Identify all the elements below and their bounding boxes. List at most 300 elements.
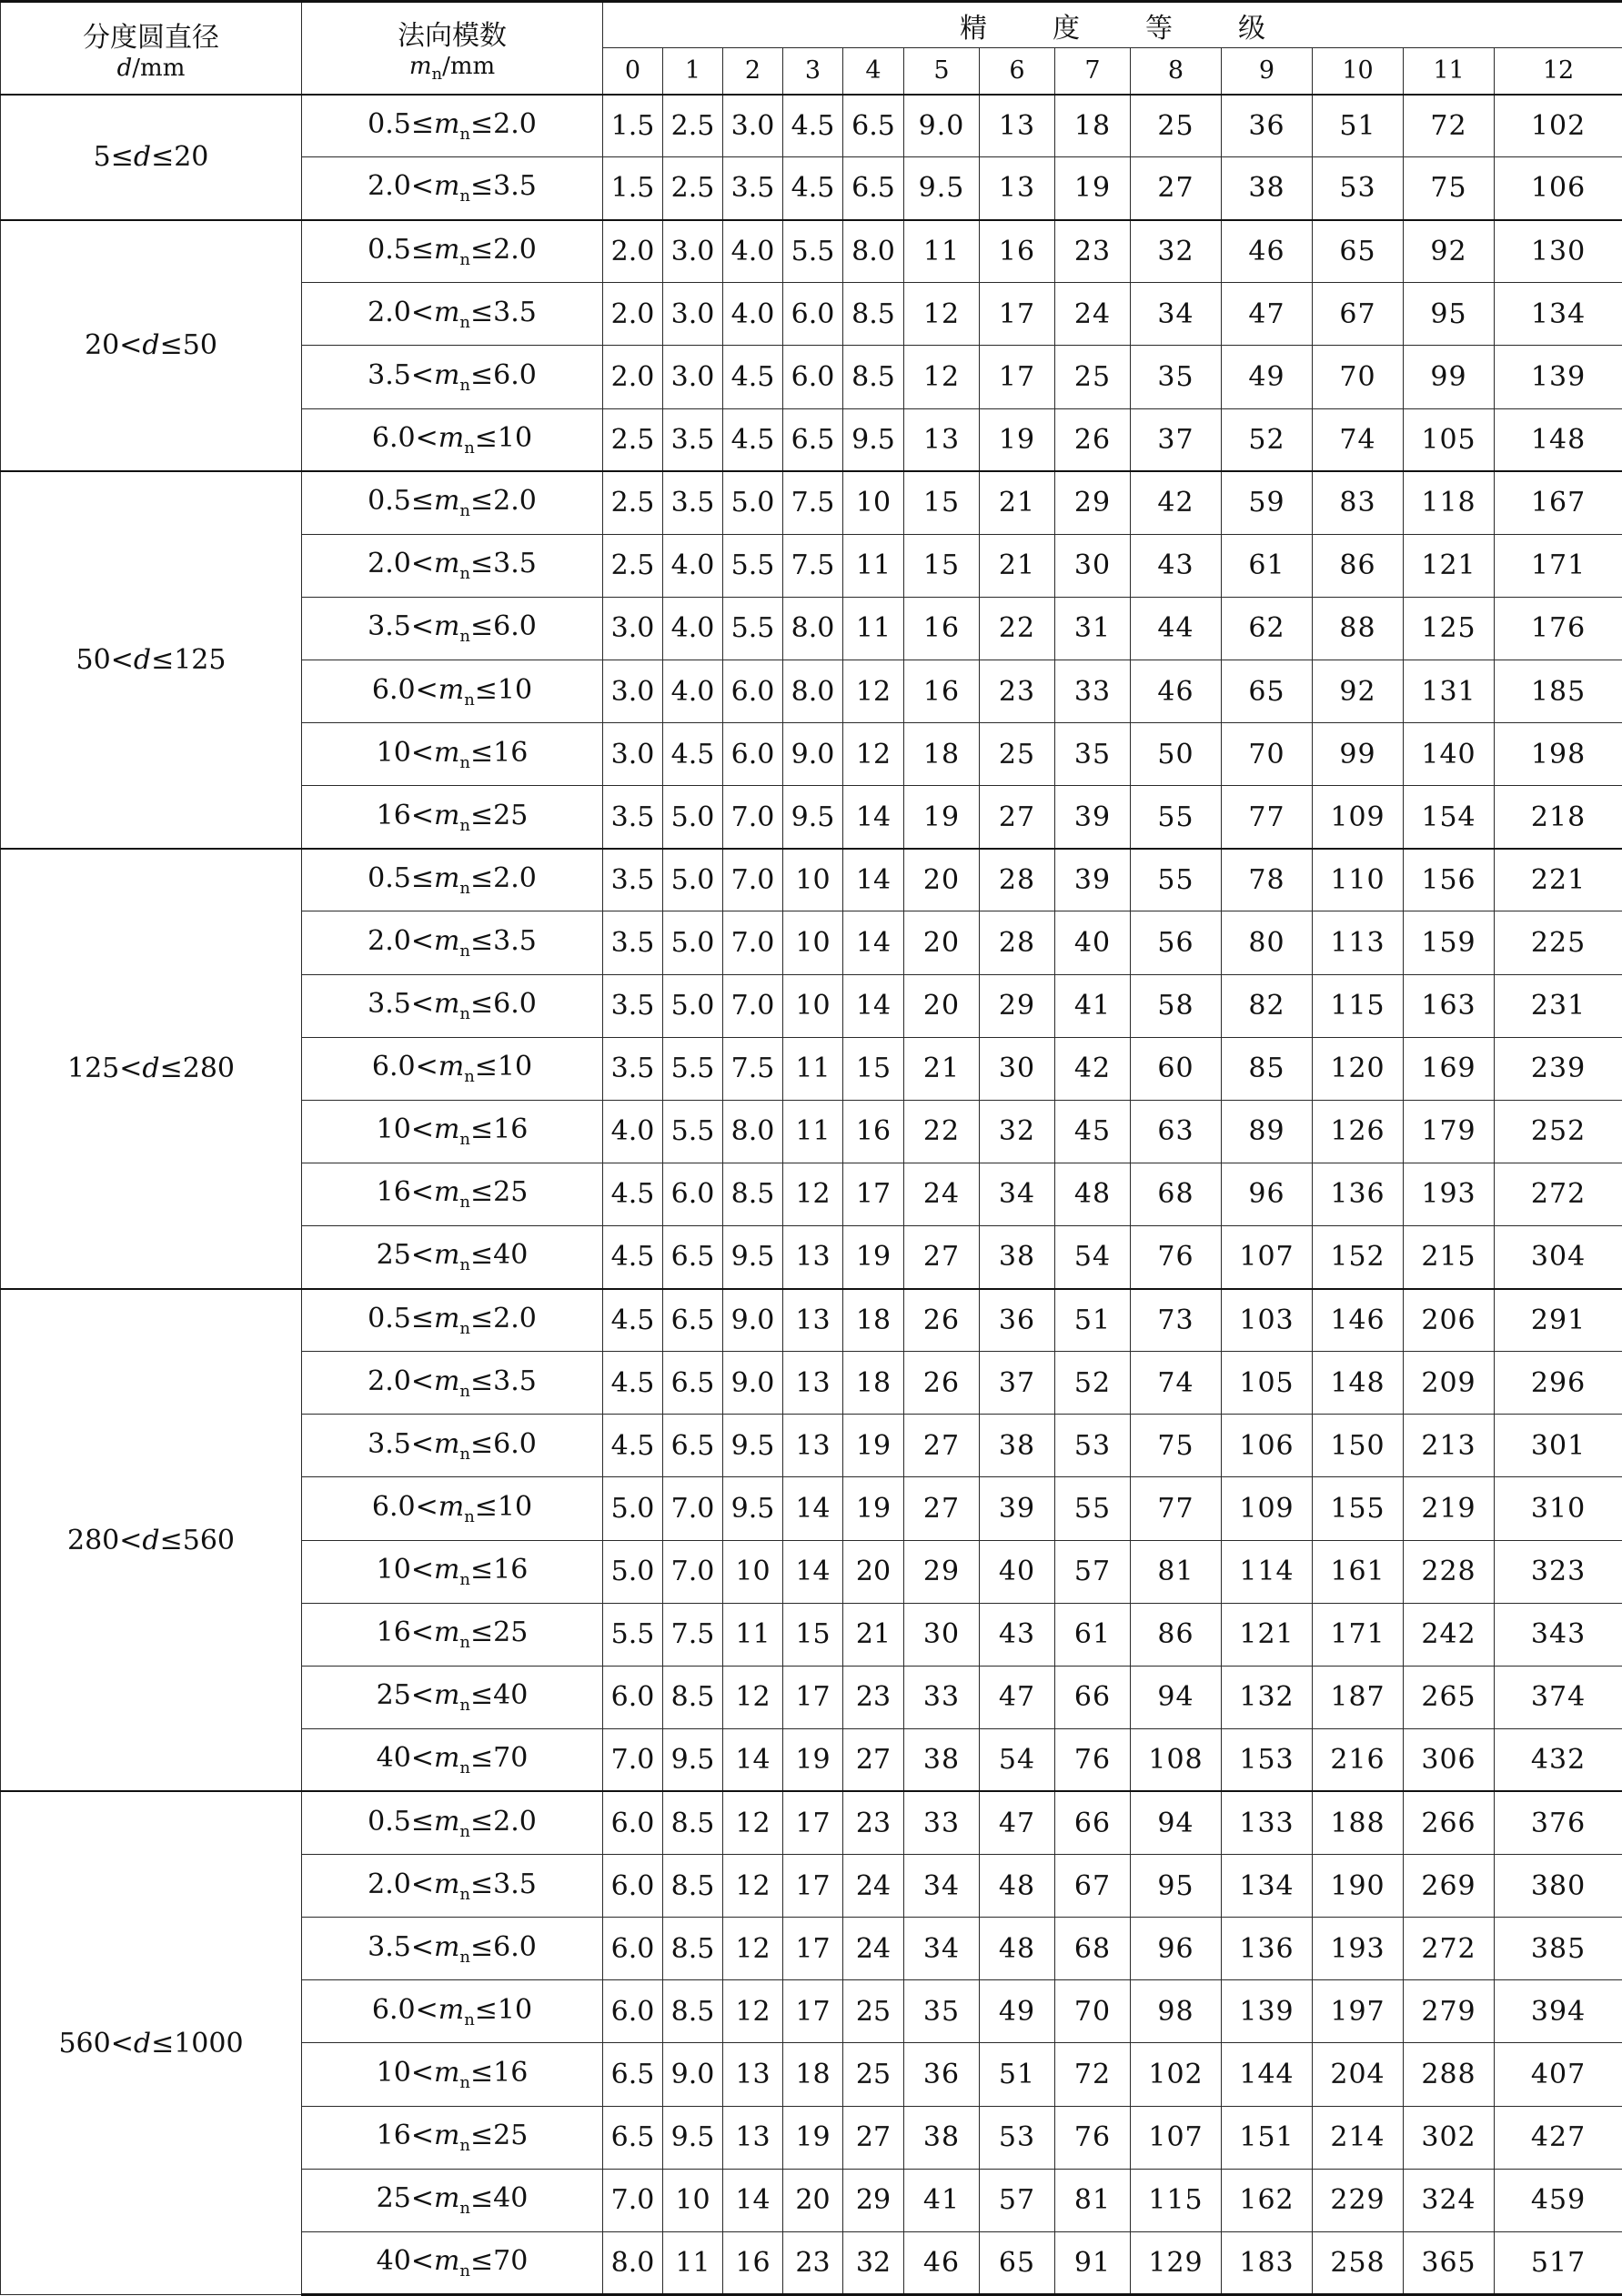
tolerance-value-cell: 67: [1313, 283, 1404, 346]
tolerance-value-cell: 82: [1222, 974, 1313, 1037]
tolerance-value-cell: 27: [843, 2106, 904, 2169]
tolerance-value-cell: 3.5: [603, 974, 663, 1037]
tolerance-value-cell: 43: [1131, 534, 1222, 597]
tolerance-value-cell: 18: [783, 2043, 843, 2106]
tolerance-value-cell: 1.5: [603, 157, 663, 220]
tolerance-value-cell: 239: [1495, 1037, 1622, 1100]
table-row: [1, 220, 1622, 283]
tolerance-value-cell: 89: [1222, 1100, 1313, 1163]
modulus-range-cell: $2.0<m_n\le 3.5$: [302, 157, 603, 220]
tolerance-value-cell: 252: [1495, 1100, 1622, 1163]
tolerance-value-cell: 6.0: [783, 283, 843, 346]
modulus-range-cell: $0.5\le m_n\le 2.0$: [302, 471, 603, 534]
tolerance-value-cell: 4.0: [663, 534, 723, 597]
tolerance-value-cell: 21: [904, 1037, 980, 1100]
tolerance-value-cell: 4.5: [603, 1415, 663, 1477]
tolerance-value-cell: 3.5: [603, 849, 663, 911]
tolerance-value-cell: 17: [980, 283, 1055, 346]
tolerance-value-cell: 193: [1404, 1163, 1495, 1225]
diameter-range-cell: 5≤d≤20: [1, 95, 302, 220]
tolerance-value-cell: 304: [1495, 1225, 1622, 1288]
tolerance-value-cell: 12: [904, 283, 980, 346]
tolerance-value-cell: 6.5: [603, 2043, 663, 2106]
tolerance-value-cell: 3.0: [603, 660, 663, 722]
tolerance-value-cell: 242: [1404, 1603, 1495, 1666]
tolerance-value-cell: 25: [843, 2043, 904, 2106]
tolerance-value-cell: 258: [1313, 2231, 1404, 2294]
tolerance-value-cell: 10: [843, 471, 904, 534]
tolerance-value-cell: 8.5: [663, 1918, 723, 1980]
tolerance-value-cell: 62: [1222, 597, 1313, 660]
tolerance-value-cell: 65: [980, 2231, 1055, 2294]
tolerance-value-cell: 50: [1131, 723, 1222, 786]
tolerance-value-cell: 53: [1313, 157, 1404, 220]
tolerance-value-cell: 99: [1313, 723, 1404, 786]
tolerance-value-cell: 17: [783, 1918, 843, 1980]
tolerance-value-cell: 7.5: [663, 1603, 723, 1666]
tolerance-value-cell: 4.5: [723, 408, 783, 471]
tolerance-value-cell: 54: [980, 1728, 1055, 1791]
table-row: [1, 471, 1622, 534]
tolerance-value-cell: 3.0: [723, 95, 783, 157]
tolerance-value-cell: 92: [1313, 660, 1404, 722]
tolerance-value-cell: 20: [904, 849, 980, 911]
tolerance-value-cell: 8.5: [663, 1791, 723, 1854]
modulus-range-cell: $10<m_n\le 16$: [302, 2043, 603, 2106]
tolerance-value-cell: 6.0: [783, 346, 843, 408]
tolerance-value-cell: 6.0: [603, 1980, 663, 2043]
tolerance-value-cell: 1.5: [603, 95, 663, 157]
tolerance-value-cell: 19: [783, 2106, 843, 2169]
tolerance-value-cell: 16: [904, 597, 980, 660]
grade-number: 3: [783, 48, 843, 95]
tolerance-value-cell: 3.0: [603, 723, 663, 786]
tolerance-value-cell: 9.5: [663, 1728, 723, 1791]
tolerance-value-cell: 63: [1131, 1100, 1222, 1163]
tolerance-value-cell: 9.0: [904, 95, 980, 157]
tolerance-value-cell: 139: [1222, 1980, 1313, 2043]
tolerance-value-cell: 5.0: [603, 1540, 663, 1603]
tolerance-value-cell: 38: [904, 2106, 980, 2169]
tolerance-value-cell: 17: [783, 1980, 843, 2043]
diameter-range-cell: 20<d≤50: [1, 220, 302, 471]
tolerance-value-cell: 2.5: [663, 95, 723, 157]
grade-number: 12: [1495, 48, 1622, 95]
tolerance-value-cell: 9.0: [783, 723, 843, 786]
tolerance-value-cell: 23: [783, 2231, 843, 2294]
tolerance-value-cell: 22: [980, 597, 1055, 660]
tolerance-value-cell: 113: [1313, 911, 1404, 974]
tolerance-value-cell: 114: [1222, 1540, 1313, 1603]
tolerance-value-cell: 19: [783, 1728, 843, 1791]
tolerance-value-cell: 5.5: [603, 1603, 663, 1666]
tolerance-value-cell: 26: [1055, 408, 1131, 471]
tolerance-value-cell: 12: [843, 660, 904, 722]
tolerance-value-cell: 8.0: [843, 220, 904, 283]
tolerance-value-cell: 6.5: [663, 1415, 723, 1477]
modulus-header-unit: $m_n/mm$: [302, 53, 602, 84]
modulus-range-cell: $6.0<m_n\le 10$: [302, 1037, 603, 1100]
tolerance-value-cell: 14: [843, 849, 904, 911]
tolerance-value-cell: 13: [904, 408, 980, 471]
tolerance-value-cell: 121: [1404, 534, 1495, 597]
tolerance-value-cell: 83: [1313, 471, 1404, 534]
tolerance-value-cell: 5.0: [663, 786, 723, 849]
grade-number: 11: [1404, 48, 1495, 95]
tolerance-value-cell: 107: [1222, 1225, 1313, 1288]
grade-number: 7: [1055, 48, 1131, 95]
tolerance-value-cell: 9.5: [723, 1225, 783, 1288]
tolerance-value-cell: 2.0: [603, 220, 663, 283]
diameter-header: [1, 2, 302, 95]
tolerance-value-cell: 17: [783, 1855, 843, 1918]
tolerance-value-cell: 187: [1313, 1666, 1404, 1728]
tolerance-value-cell: 6.5: [843, 157, 904, 220]
grade-number: 6: [980, 48, 1055, 95]
modulus-range-cell: $10<m_n\le 16$: [302, 1540, 603, 1603]
tolerance-value-cell: 134: [1222, 1855, 1313, 1918]
tolerance-value-cell: 108: [1131, 1728, 1222, 1791]
tolerance-value-cell: 115: [1131, 2169, 1222, 2231]
tolerance-value-cell: 20: [904, 974, 980, 1037]
tolerance-value-cell: 2.0: [603, 346, 663, 408]
tolerance-value-cell: 394: [1495, 1980, 1622, 2043]
tolerance-value-cell: 105: [1222, 1352, 1313, 1415]
tolerance-value-cell: 228: [1404, 1540, 1495, 1603]
tolerance-value-cell: 183: [1222, 2231, 1313, 2294]
tolerance-value-cell: 45: [1055, 1100, 1131, 1163]
tolerance-value-cell: 38: [904, 1728, 980, 1791]
tolerance-value-cell: 151: [1222, 2106, 1313, 2169]
tolerance-value-cell: 61: [1055, 1603, 1131, 1666]
tolerance-value-cell: 105: [1404, 408, 1495, 471]
tolerance-value-cell: 14: [723, 2169, 783, 2231]
tolerance-value-cell: 324: [1404, 2169, 1495, 2231]
tolerance-value-cell: 43: [980, 1603, 1055, 1666]
tolerance-value-cell: 76: [1055, 2106, 1131, 2169]
tolerance-value-cell: 54: [1055, 1225, 1131, 1288]
tolerance-value-cell: 10: [723, 1540, 783, 1603]
tolerance-value-cell: 231: [1495, 974, 1622, 1037]
tolerance-value-cell: 68: [1131, 1163, 1222, 1225]
tolerance-value-cell: 9.5: [723, 1415, 783, 1477]
tolerance-value-cell: 14: [843, 974, 904, 1037]
grade-number: 10: [1313, 48, 1404, 95]
tolerance-value-cell: 47: [980, 1791, 1055, 1854]
tolerance-value-cell: 2.5: [603, 408, 663, 471]
tolerance-value-cell: 102: [1131, 2043, 1222, 2106]
tolerance-value-cell: 8.5: [663, 1666, 723, 1728]
tolerance-value-cell: 37: [1131, 408, 1222, 471]
tolerance-value-cell: 29: [843, 2169, 904, 2231]
tolerance-value-cell: 5.5: [783, 220, 843, 283]
tolerance-value-cell: 7.0: [603, 1728, 663, 1791]
tolerance-value-cell: 109: [1313, 786, 1404, 849]
tolerance-value-cell: 7.0: [663, 1477, 723, 1540]
tolerance-value-cell: 12: [723, 1855, 783, 1918]
tolerance-value-cell: 296: [1495, 1352, 1622, 1415]
tolerance-value-cell: 59: [1222, 471, 1313, 534]
tolerance-value-cell: 154: [1404, 786, 1495, 849]
tolerance-value-cell: 74: [1313, 408, 1404, 471]
tolerance-value-cell: 34: [1131, 283, 1222, 346]
tolerance-value-cell: 32: [1131, 220, 1222, 283]
modulus-range-cell: $3.5<m_n\le 6.0$: [302, 974, 603, 1037]
tolerance-value-cell: 11: [783, 1037, 843, 1100]
tolerance-value-cell: 125: [1404, 597, 1495, 660]
tolerance-value-cell: 16: [723, 2231, 783, 2294]
tolerance-value-cell: 206: [1404, 1289, 1495, 1352]
tolerance-value-cell: 150: [1313, 1415, 1404, 1477]
tolerance-value-cell: 3.5: [603, 911, 663, 974]
tolerance-value-cell: 9.5: [783, 786, 843, 849]
tolerance-value-cell: 77: [1222, 786, 1313, 849]
tolerance-value-cell: 209: [1404, 1352, 1495, 1415]
tolerance-value-cell: 4.0: [663, 660, 723, 722]
tolerance-value-cell: 53: [980, 2106, 1055, 2169]
tolerance-value-cell: 7.0: [723, 786, 783, 849]
tolerance-value-cell: 13: [980, 157, 1055, 220]
tolerance-value-cell: 134: [1495, 283, 1622, 346]
table-row: [1, 1289, 1622, 1352]
tolerance-value-cell: 3.5: [603, 786, 663, 849]
tolerance-value-cell: 153: [1222, 1728, 1313, 1791]
tolerance-value-cell: 24: [904, 1163, 980, 1225]
tolerance-value-cell: 14: [723, 1728, 783, 1791]
tolerance-value-cell: 47: [1222, 283, 1313, 346]
tolerance-value-cell: 459: [1495, 2169, 1622, 2231]
tolerance-value-cell: 167: [1495, 471, 1622, 534]
tolerance-value-cell: 8.0: [603, 2231, 663, 2294]
tolerance-value-cell: 148: [1495, 408, 1622, 471]
tolerance-value-cell: 7.0: [723, 911, 783, 974]
tolerance-value-cell: 15: [783, 1603, 843, 1666]
tolerance-value-cell: 13: [783, 1289, 843, 1352]
tolerance-value-cell: 9.0: [663, 2043, 723, 2106]
tolerance-value-cell: 11: [843, 597, 904, 660]
tolerance-value-cell: 3.5: [663, 408, 723, 471]
tolerance-value-cell: 13: [723, 2106, 783, 2169]
tolerance-value-cell: 15: [904, 534, 980, 597]
modulus-range-cell: $40<m_n\le 70$: [302, 1728, 603, 1791]
grade-header: 精 度 等 级: [603, 2, 1622, 48]
tolerance-value-cell: 266: [1404, 1791, 1495, 1854]
tolerance-value-cell: 6.0: [723, 660, 783, 722]
tolerance-value-cell: 30: [1055, 534, 1131, 597]
tolerance-value-cell: 407: [1495, 2043, 1622, 2106]
tolerance-value-cell: 72: [1055, 2043, 1131, 2106]
tolerance-value-cell: 99: [1404, 346, 1495, 408]
tolerance-value-cell: 139: [1495, 346, 1622, 408]
tolerance-value-cell: 11: [843, 534, 904, 597]
tolerance-value-cell: 7.0: [723, 974, 783, 1037]
tolerance-value-cell: 12: [723, 1791, 783, 1854]
tolerance-value-cell: 29: [980, 974, 1055, 1037]
tolerance-value-cell: 12: [904, 346, 980, 408]
tolerance-value-cell: 5.0: [663, 911, 723, 974]
tolerance-value-cell: 374: [1495, 1666, 1622, 1728]
tolerance-value-cell: 229: [1313, 2169, 1404, 2231]
tolerance-value-cell: 38: [980, 1225, 1055, 1288]
tolerance-value-cell: 19: [843, 1415, 904, 1477]
grade-number: 0: [603, 48, 663, 95]
tolerance-value-cell: 51: [1313, 95, 1404, 157]
tolerance-value-cell: 70: [1313, 346, 1404, 408]
diameter-header-unit: d/mm: [1, 55, 301, 82]
tolerance-value-cell: 12: [723, 1980, 783, 2043]
tolerance-value-cell: 4.5: [783, 95, 843, 157]
grade-number: 9: [1222, 48, 1313, 95]
modulus-range-cell: $16<m_n\le 25$: [302, 1163, 603, 1225]
tolerance-value-cell: 95: [1131, 1855, 1222, 1918]
tolerance-value-cell: 41: [904, 2169, 980, 2231]
tolerance-value-cell: 6.5: [603, 2106, 663, 2169]
tolerance-value-cell: 70: [1055, 1980, 1131, 2043]
tolerance-value-cell: 6.0: [603, 1855, 663, 1918]
tolerance-value-cell: 215: [1404, 1225, 1495, 1288]
modulus-range-cell: $2.0<m_n\le 3.5$: [302, 1352, 603, 1415]
tolerance-value-cell: 36: [1222, 95, 1313, 157]
modulus-range-cell: $40<m_n\le 70$: [302, 2231, 603, 2294]
tolerance-value-cell: 7.5: [783, 534, 843, 597]
tolerance-value-cell: 126: [1313, 1100, 1404, 1163]
tolerance-value-cell: 40: [1055, 911, 1131, 974]
tolerance-value-cell: 225: [1495, 911, 1622, 974]
tolerance-value-cell: 25: [1055, 346, 1131, 408]
modulus-header-title: 法向模数: [302, 13, 602, 53]
modulus-range-cell: $10<m_n\le 16$: [302, 1100, 603, 1163]
tolerance-value-cell: 9.5: [663, 2106, 723, 2169]
tolerance-value-cell: 9.5: [904, 157, 980, 220]
tolerance-value-cell: 427: [1495, 2106, 1622, 2169]
tolerance-value-cell: 26: [904, 1289, 980, 1352]
tolerance-value-cell: 19: [843, 1477, 904, 1540]
tolerance-value-cell: 12: [723, 1918, 783, 1980]
tolerance-value-cell: 343: [1495, 1603, 1622, 1666]
tolerance-value-cell: 96: [1131, 1918, 1222, 1980]
modulus-range-cell: $2.0<m_n\le 3.5$: [302, 911, 603, 974]
tolerance-value-cell: 376: [1495, 1791, 1622, 1854]
tolerance-value-cell: 46: [1222, 220, 1313, 283]
tolerance-value-cell: 25: [1131, 95, 1222, 157]
tolerance-value-cell: 136: [1313, 1163, 1404, 1225]
tolerance-value-cell: 306: [1404, 1728, 1495, 1791]
tolerance-value-cell: 35: [1055, 723, 1131, 786]
tolerance-value-cell: 26: [904, 1352, 980, 1415]
tolerance-value-cell: 198: [1495, 723, 1622, 786]
tolerance-value-cell: 13: [783, 1415, 843, 1477]
tolerance-value-cell: 130: [1495, 220, 1622, 283]
tolerance-value-cell: 55: [1131, 849, 1222, 911]
diameter-range-cell: 280<d≤560: [1, 1289, 302, 1792]
tolerance-value-cell: 7.0: [663, 1540, 723, 1603]
tolerance-value-cell: 20: [843, 1540, 904, 1603]
tolerance-value-cell: 8.0: [783, 597, 843, 660]
tolerance-value-cell: 25: [980, 723, 1055, 786]
tolerance-value-cell: 18: [843, 1289, 904, 1352]
tolerance-value-cell: 120: [1313, 1037, 1404, 1100]
tolerance-value-cell: 132: [1222, 1666, 1313, 1728]
tolerance-value-cell: 56: [1131, 911, 1222, 974]
tolerance-value-cell: 78: [1222, 849, 1313, 911]
tolerance-value-cell: 380: [1495, 1855, 1622, 1918]
modulus-range-cell: $10<m_n\le 16$: [302, 723, 603, 786]
tolerance-value-cell: 3.5: [723, 157, 783, 220]
modulus-range-cell: $3.5<m_n\le 6.0$: [302, 1918, 603, 1980]
tolerance-value-cell: 161: [1313, 1540, 1404, 1603]
tolerance-value-cell: 5.0: [723, 471, 783, 534]
tolerance-value-cell: 6.5: [663, 1352, 723, 1415]
tolerance-value-cell: 52: [1055, 1352, 1131, 1415]
tolerance-value-cell: 6.5: [663, 1225, 723, 1288]
grade-number: 2: [723, 48, 783, 95]
modulus-range-cell: $0.5\le m_n\le 2.0$: [302, 1791, 603, 1854]
tolerance-value-cell: 109: [1222, 1477, 1313, 1540]
tolerance-value-cell: 19: [843, 1225, 904, 1288]
tolerance-value-cell: 13: [783, 1352, 843, 1415]
tolerance-value-cell: 35: [904, 1980, 980, 2043]
tolerance-value-cell: 7.0: [723, 849, 783, 911]
grade-number: 1: [663, 48, 723, 95]
tolerance-value-cell: 12: [783, 1163, 843, 1225]
tolerance-value-cell: 44: [1131, 597, 1222, 660]
tolerance-value-cell: 310: [1495, 1477, 1622, 1540]
modulus-range-cell: $2.0<m_n\le 3.5$: [302, 534, 603, 597]
tolerance-value-cell: 36: [980, 1289, 1055, 1352]
tolerance-value-cell: 179: [1404, 1100, 1495, 1163]
tolerance-value-cell: 8.5: [663, 1855, 723, 1918]
tolerance-value-cell: 188: [1313, 1791, 1404, 1854]
tolerance-value-cell: 88: [1313, 597, 1404, 660]
tolerance-value-cell: 38: [1222, 157, 1313, 220]
tolerance-value-cell: 8.0: [783, 660, 843, 722]
tolerance-value-cell: 39: [1055, 786, 1131, 849]
tolerance-value-cell: 21: [980, 534, 1055, 597]
tolerance-value-cell: 28: [980, 911, 1055, 974]
tolerance-value-cell: 301: [1495, 1415, 1622, 1477]
modulus-range-cell: $0.5\le m_n\le 2.0$: [302, 220, 603, 283]
modulus-range-cell: $6.0<m_n\le 10$: [302, 660, 603, 722]
tolerance-value-cell: 57: [980, 2169, 1055, 2231]
tolerance-value-cell: 27: [904, 1225, 980, 1288]
tolerance-value-cell: 28: [980, 849, 1055, 911]
modulus-range-cell: $6.0<m_n\le 10$: [302, 408, 603, 471]
tolerance-value-cell: 4.5: [603, 1163, 663, 1225]
tolerance-value-cell: 3.0: [663, 283, 723, 346]
tolerance-value-cell: 115: [1313, 974, 1404, 1037]
tolerance-value-cell: 76: [1131, 1225, 1222, 1288]
tolerance-value-cell: 193: [1313, 1918, 1404, 1980]
tolerance-value-cell: 38: [980, 1415, 1055, 1477]
modulus-range-cell: $6.0<m_n\le 10$: [302, 1477, 603, 1540]
tolerance-value-cell: 13: [723, 2043, 783, 2106]
tolerance-value-cell: 14: [843, 786, 904, 849]
tolerance-value-cell: 29: [904, 1540, 980, 1603]
tolerance-value-cell: 13: [980, 95, 1055, 157]
tolerance-value-cell: 25: [843, 1980, 904, 2043]
tolerance-value-cell: 55: [1055, 1477, 1131, 1540]
tolerance-value-cell: 4.5: [603, 1225, 663, 1288]
tolerance-value-cell: 33: [904, 1666, 980, 1728]
modulus-range-cell: $16<m_n\le 25$: [302, 786, 603, 849]
tolerance-value-cell: 46: [1131, 660, 1222, 722]
tolerance-value-cell: 49: [980, 1980, 1055, 2043]
tolerance-value-cell: 17: [980, 346, 1055, 408]
tolerance-value-cell: 148: [1313, 1352, 1404, 1415]
tolerance-value-cell: 32: [980, 1100, 1055, 1163]
tolerance-value-cell: 11: [783, 1100, 843, 1163]
tolerance-value-cell: 61: [1222, 534, 1313, 597]
